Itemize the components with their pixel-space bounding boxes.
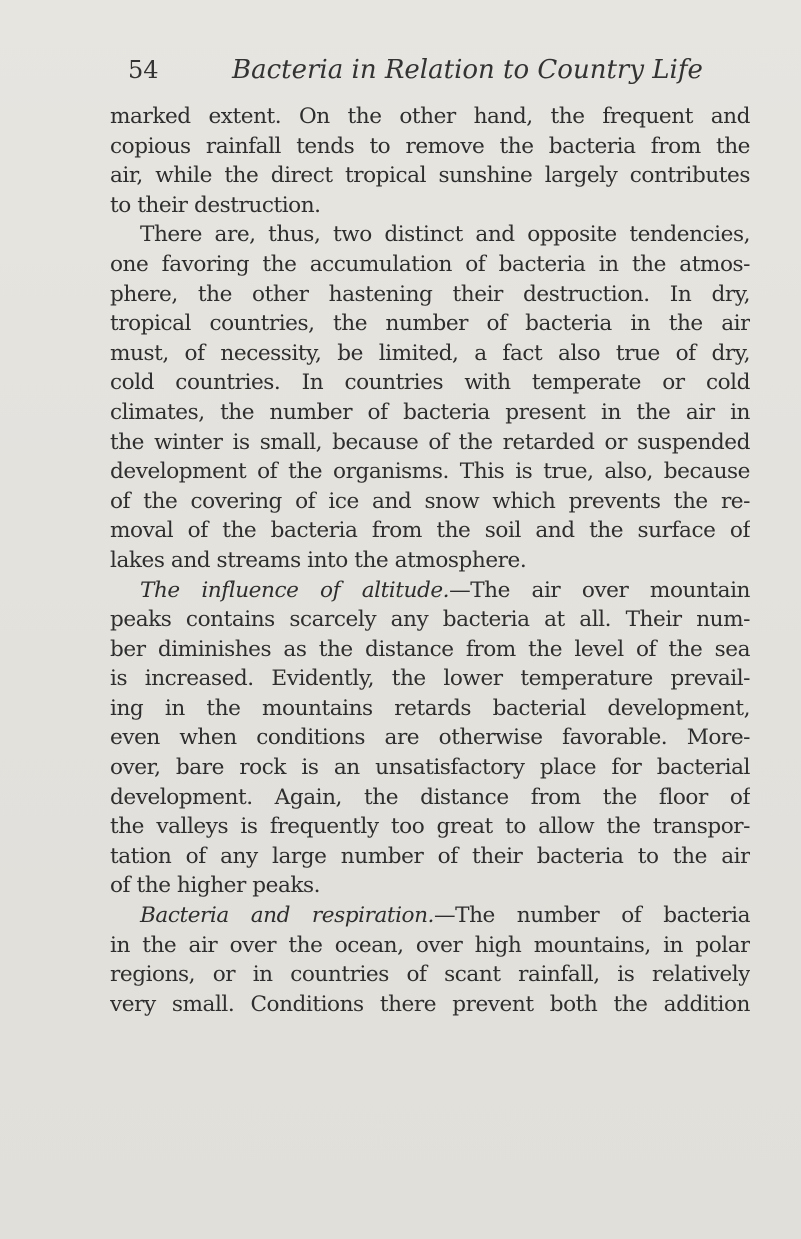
page-number: 54 — [128, 56, 159, 84]
text-line: to their destruction. — [110, 192, 321, 218]
paragraph-start-line: There are, thus, two distinct and opposite tendencies, — [140, 222, 750, 248]
text-line: is increased. Evidently, the lower temperature prevail- — [110, 666, 750, 692]
text-line: one favoring the accumulation of bacteria in the atmos- — [110, 251, 750, 277]
section-heading-line — [110, 576, 750, 606]
text-line: tation of any large number of their bacteria to the air — [110, 843, 750, 869]
heading-line-rest: —The number of bacteria — [433, 903, 750, 929]
text-line: even when conditions are otherwise favorable. More- — [110, 725, 750, 751]
text-line: development. Again, the distance from the floor of — [110, 784, 750, 810]
text-line: over, bare rock is an unsatisfactory place for bacterial — [110, 755, 750, 781]
text-line: peaks contains scarcely any bacteria at all. Their num- — [110, 607, 750, 633]
heading-line-rest: —The air over mountain — [449, 577, 750, 603]
text-line: moval of the bacteria from the soil and the surface of — [110, 518, 750, 544]
running-head — [0, 50, 801, 90]
text-line: tropical countries, the number of bacteria in the air — [110, 311, 750, 337]
text-line: marked extent. On the other hand, the frequent and — [110, 104, 750, 129]
text-line: cold countries. In countries with temperate or cold — [110, 370, 750, 396]
text-line: of the higher peaks. — [110, 873, 321, 899]
inline-heading-altitude: The influence of altitude. — [140, 577, 450, 603]
text-line: in the air over the ocean, over high mountains, in polar — [110, 932, 750, 958]
text-line: the valleys is frequently too great to allow the transpor- — [110, 814, 750, 840]
running-title: Bacteria in Relation to Country Life — [232, 55, 703, 85]
inline-heading-respiration: Bacteria and respiration. — [140, 903, 434, 929]
text-line: of the covering of ice and snow which prevents the re- — [110, 488, 750, 514]
text-line: copious rainfall tends to remove the bacteria from the — [110, 133, 750, 159]
text-line: ing in the mountains retards bacterial development, — [110, 695, 750, 721]
text-line: very small. Conditions there prevent both the addition — [110, 991, 750, 1017]
body-text — [110, 102, 750, 1019]
section-heading-line — [110, 901, 750, 931]
text-line: phere, the other hastening their destruction. In dry, — [110, 281, 750, 307]
text-line: climates, the number of bacteria present in the air in — [110, 399, 750, 425]
text-line: air, while the direct tropical sunshine largely contributes — [110, 163, 750, 189]
text-line: lakes and streams into the atmosphere. — [110, 547, 527, 573]
text-line: development of the organisms. This is true, also, because — [110, 459, 750, 485]
text-line: regions, or in countries of scant rainfall, is relatively — [110, 962, 750, 988]
text-line: must, of necessity, be limited, a fact also true of dry, — [110, 340, 750, 366]
text-line: the winter is small, because of the retarded or suspended — [110, 429, 750, 455]
text-line: ber diminishes as the distance from the level of the sea — [110, 636, 750, 662]
